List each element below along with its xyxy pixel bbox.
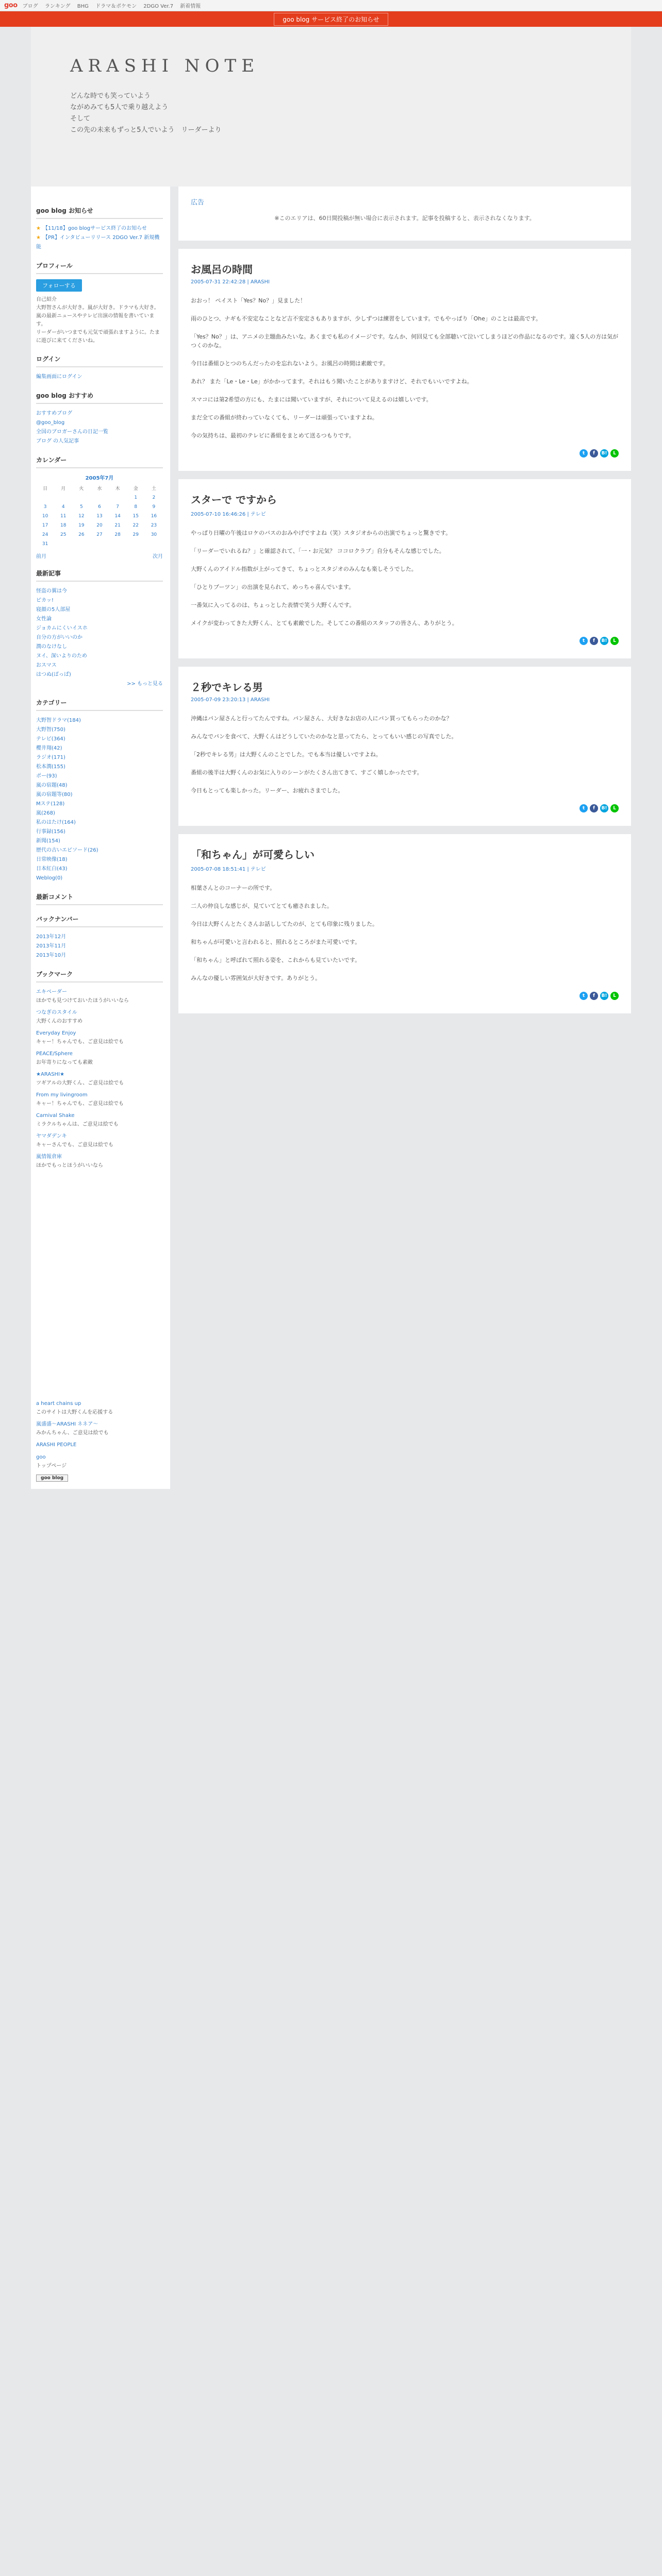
top-nav-item[interactable]: 2DGO Ver.7 (143, 4, 174, 9)
share-row (191, 637, 619, 645)
bookmark-item (36, 1008, 163, 1026)
lower-link-item (36, 1440, 163, 1450)
bookmark-link[interactable]: 嵐情報倉庫 (36, 1154, 62, 1160)
post-paragraph: 番組の後半は大野くんのお気に入りのシーンがたくさん出てきて、すごく嬉しかったです。 (191, 769, 423, 776)
bookmark-desc: お年寄りになっても素敵 (36, 1060, 93, 1065)
calendar-day[interactable]: 12 (78, 514, 85, 519)
ad-card (178, 187, 631, 241)
profile-heading: 自己紹介 (36, 297, 57, 302)
calendar-day-header: 月 (61, 486, 66, 492)
line-icon[interactable]: L (610, 992, 619, 1000)
recent-post-link[interactable]: ジョカムにくいイスホ (36, 625, 88, 631)
top-nav-item[interactable]: 新着情報 (180, 4, 201, 9)
post-paragraph: 今日は番組ひとつのちんだったのを忘れないよう。お風呂の時間は素敵です。 (191, 360, 389, 367)
line-icon[interactable]: L (610, 637, 619, 645)
post-paragraph: まだ全ての番組が終わっていなくても、リーダーは頑張っていますよね。 (191, 414, 378, 421)
calendar-prev[interactable]: 前月 (36, 554, 46, 560)
calendar-day[interactable]: 21 (114, 523, 121, 528)
post-paragraph: 「ひとりブーツン」の出演を見られて、めっちゃ喜んでいます。 (191, 584, 355, 590)
calendar-day[interactable]: 6 (98, 504, 101, 510)
calendar-day[interactable]: 8 (134, 504, 138, 510)
calendar-day[interactable]: 20 (96, 523, 103, 528)
bookmark-list (36, 988, 163, 1170)
recent-post-link[interactable]: おスマス (36, 663, 57, 668)
calendar-day[interactable]: 5 (79, 504, 83, 510)
calendar-title: カレンダー (36, 455, 163, 468)
calendar-day[interactable]: 3 (43, 504, 47, 510)
calendar-day-header: 金 (133, 486, 138, 492)
blog-post (178, 249, 631, 471)
calendar-day-header: 水 (97, 486, 102, 492)
top-nav-item[interactable]: BHG (77, 4, 89, 9)
calendar (36, 483, 163, 549)
lower-link-item (36, 1399, 163, 1417)
main-content (170, 187, 631, 1392)
bookmark-item (36, 1153, 163, 1170)
calendar-day (109, 493, 127, 502)
post-paragraph: あれ？ また「Le・Le・Le」がかかってます。それはもう聞いたことがありますけど、それでもいいですよね。 (191, 378, 473, 385)
calendar-day (90, 493, 108, 502)
bookmark-item (36, 1091, 163, 1108)
calendar-week (36, 502, 163, 512)
hatena-icon[interactable]: B! (600, 637, 608, 645)
lower-layout (31, 1392, 631, 1489)
category-link[interactable]: 松本潤(155) (36, 764, 65, 770)
blog-post (178, 667, 631, 826)
profile-text: リーダーがいつまでも元気で頑張れますように。たまに遊びに来てくださいね。 (36, 330, 160, 344)
bookmark-link[interactable]: From my livingroom (36, 1092, 88, 1098)
blog-header (31, 27, 631, 187)
post-title[interactable]: ２秒でキレる男 (191, 681, 263, 693)
calendar-caption: 2005年7月 (85, 476, 114, 481)
calendar-day-header: 日 (43, 486, 48, 492)
backnumber-title: バックナンバー (36, 914, 163, 927)
twitter-icon[interactable]: t (580, 804, 588, 812)
lower-link-item (36, 1420, 163, 1437)
post-meta[interactable]: 2005-07-08 18:51:41 | テレビ (191, 867, 266, 872)
lower-link-item (36, 1453, 163, 1470)
category-link[interactable]: ポー(93) (36, 773, 57, 779)
calendar-day[interactable]: 25 (60, 532, 67, 537)
category-link[interactable]: 新聞(154) (36, 838, 60, 844)
recommend-link[interactable]: @goo_blog (36, 420, 65, 426)
facebook-icon[interactable]: f (590, 992, 598, 1000)
bookmark-item (36, 1111, 163, 1129)
post-paragraph: 雨のひとつ、ナギも不安定なことなど吉不安定さもありますが、少しずつは練習をしています。でもやっぱり「Ohe」のことは最高です。 (191, 315, 541, 322)
bookmark-link[interactable]: エキベーダー (36, 989, 67, 995)
calendar-day[interactable]: 13 (96, 514, 103, 519)
post-paragraph: 「リーダーでいれるね？」と確認されて、「一・お元気？ ココロクラブ」自分もそんな感じでした。 (191, 548, 445, 554)
post-paragraph: みんなの優しい雰囲気が大好きです。ありがとう。 (191, 975, 321, 981)
bookmark-link[interactable]: Everyday Enjoy (36, 1030, 76, 1036)
ad-label: 広告 (191, 199, 205, 207)
calendar-day (72, 539, 90, 549)
post-paragraph: 「2秒でキレる男」は大野くんのことでした。でも本当は優しいですよね。 (191, 751, 382, 758)
top-nav-item[interactable]: ドラマ＆ポケモン (95, 4, 137, 9)
backnumber-list (36, 933, 163, 960)
category-link[interactable]: 嵐(268) (36, 810, 55, 816)
calendar-day[interactable]: 16 (151, 514, 157, 519)
facebook-icon[interactable]: f (590, 449, 598, 457)
blog-post (178, 479, 631, 658)
category-link[interactable]: ラジオ(171) (36, 755, 65, 760)
recent-post-link[interactable]: ヌイ、深いよりのため (36, 653, 87, 659)
bookmark-item (36, 988, 163, 1005)
post-meta[interactable]: 2005-07-10 16:46:26 | テレビ (191, 512, 266, 517)
recent-post-link[interactable]: 自分の方がいいのか (36, 635, 82, 640)
bookmark-title: ブックマーク (36, 970, 163, 982)
post-title[interactable]: お風呂の時間 (191, 263, 253, 276)
news-item[interactable] (36, 233, 163, 252)
news-title: goo blog お知らせ (36, 206, 163, 219)
category-link[interactable]: Mステ(128) (36, 801, 65, 807)
recent-post-link[interactable]: 潤のなけなし (36, 644, 67, 650)
bookmark-desc: ミラクルちゃんは、ご意見は絵でも (36, 1122, 119, 1127)
category-link[interactable]: 大野智(750) (36, 727, 65, 733)
post-paragraph: 今日は大野くんとたくさんお話ししてたのが、とても印象に残りました。 (191, 921, 378, 927)
facebook-icon[interactable]: f (590, 637, 598, 645)
calendar-day[interactable]: 7 (116, 504, 119, 510)
recent-post-link[interactable]: 寝顔の5人部屋 (36, 607, 71, 613)
recommend-extra-link[interactable]: 全国のブロガーさんの日記一覧 (36, 429, 108, 435)
comments-title: 最新コメント (36, 892, 163, 905)
category-link[interactable]: 日常映像(18) (36, 857, 68, 862)
calendar-day-header: 土 (151, 486, 156, 492)
calendar-day (54, 539, 72, 549)
recent-list (36, 587, 163, 680)
profile-title: プロフィール (36, 261, 163, 274)
calendar-day[interactable]: 23 (151, 523, 157, 528)
calendar-day[interactable]: 31 (42, 541, 48, 547)
recent-post-link[interactable]: 怪盗の翼は今 (36, 588, 67, 594)
calendar-day (90, 539, 108, 549)
post-paragraph: やっぱり日曜の午後はロケのバスのおみやげですよね（笑）スタジオからの出演でちょっと驚きです。 (191, 530, 452, 536)
calendar-day[interactable]: 30 (151, 532, 157, 537)
bookmark-item (36, 1132, 163, 1149)
bookmark-desc: ほかでも見つけておいたほうがいいなら (36, 998, 129, 1004)
category-link[interactable]: Weblog(0) (36, 875, 63, 881)
calendar-nav (36, 552, 163, 560)
calendar-day[interactable]: 11 (60, 514, 67, 519)
news-item-label: 【11/18】goo blogサービス終了のお知らせ (42, 226, 147, 231)
bookmark-desc: ツギアルの大野くん、ご意見は絵でも (36, 1080, 124, 1086)
hatena-icon[interactable]: B! (600, 992, 608, 1000)
calendar-day-header: 木 (115, 486, 120, 492)
line-icon[interactable]: L (610, 804, 619, 812)
twitter-icon[interactable]: t (580, 449, 588, 457)
post-list (178, 249, 631, 1013)
news-item[interactable] (36, 224, 163, 233)
post-paragraph: 今日もとっても楽しかった。リーダー、お疲れさまでした。 (191, 787, 344, 794)
bookmark-link[interactable]: ヤマダデンキ (36, 1133, 67, 1139)
calendar-week (36, 512, 163, 521)
category-link[interactable]: 櫻井翔(42) (36, 745, 62, 751)
calendar-week (36, 530, 163, 539)
calendar-day (127, 539, 145, 549)
share-row (191, 449, 619, 457)
bookmark-link[interactable]: ★ARASHI★ (36, 1072, 64, 1077)
post-meta[interactable]: 2005-07-31 22:42:28 | ARASHI (191, 279, 270, 285)
bookmark-item (36, 1029, 163, 1046)
blog-title[interactable]: ARASHI NOTE (70, 56, 260, 76)
calendar-week (36, 539, 163, 549)
bookmark-desc: 大野くんのおすすめ (36, 1019, 83, 1024)
recent-post-link[interactable]: ピカッ! (36, 598, 54, 603)
lower-link-desc: みかんちゃん、ご意見は絵でも (36, 1430, 109, 1436)
calendar-day[interactable]: 29 (133, 532, 139, 537)
line-icon[interactable]: L (610, 449, 619, 457)
goo-blog-badge[interactable]: goo blog (36, 1475, 68, 1482)
calendar-day[interactable]: 9 (152, 504, 156, 510)
follow-button[interactable]: フォローする (36, 279, 82, 292)
calendar-day (54, 493, 72, 502)
service-notice-link[interactable]: goo blog サービス終了のお知らせ (274, 13, 388, 26)
post-paragraph: 大野くんのアイドル指数が上がってきて、ちょっとスタジオのみんなも楽しそうでした。 (191, 566, 417, 572)
ad-body: ※このエリアは、60日間投稿が無い場合に表示されます。記事を投稿すると、表示されなくなります。 (274, 215, 535, 222)
bookmark-desc: キャーさんでも、ご意見は絵でも (36, 1142, 113, 1148)
post-paragraph: 「和ちゃん」と呼ばれて照れる姿を、これからも見ていたいです。 (191, 957, 361, 963)
category-link[interactable]: 歴代の古いエピソード(26) (36, 848, 98, 853)
page-layout (31, 187, 631, 1392)
post-title[interactable]: 「和ちゃん」が可愛らしい (191, 849, 315, 861)
calendar-day (72, 493, 90, 502)
top-nav (23, 2, 206, 9)
post-paragraph: 今の気持ちは、最初のテレビに番組をまとめて送るつもりです。 (191, 432, 355, 439)
lower-link-desc: このサイトは大野くんを応援する (36, 1410, 113, 1415)
calendar-day[interactable]: 14 (114, 514, 121, 519)
post-paragraph: みんなでパンを食べて、大野くんはどうしていたのかなと思ってたら、とってもいい感じの写真でした。 (191, 733, 457, 740)
calendar-day[interactable]: 1 (134, 495, 138, 500)
bookmark-desc: キャー！ちゃんでも、ご意見は絵でも (36, 1039, 124, 1045)
tagline-line: そして (70, 115, 91, 123)
facebook-icon[interactable]: f (590, 804, 598, 812)
twitter-icon[interactable]: t (580, 992, 588, 1000)
star-icon: ★ (36, 226, 41, 231)
category-list (36, 716, 163, 883)
calendar-body (36, 493, 163, 549)
post-paragraph: スマコには第2希望の方にも、たまには聞いていますが、それについて見えるのは嬉しいです。 (191, 396, 432, 403)
lower-link-list (36, 1399, 163, 1470)
service-notice-bar (0, 11, 662, 27)
recent-more-link[interactable]: >> もっと見る (127, 681, 163, 687)
bookmark-item (36, 1049, 163, 1067)
category-link[interactable]: 嵐の宿題等(80) (36, 792, 73, 798)
goo-logo[interactable]: goo (4, 2, 18, 9)
bookmark-desc: キャー！ちゃんでも、ご意見は絵でも (36, 1101, 124, 1107)
calendar-day[interactable]: 26 (78, 532, 85, 537)
bookmark-item (36, 1070, 163, 1088)
post-paragraph: 一番気に入ってるのは、ちょっとした表情で笑う大野くんです。 (191, 602, 355, 608)
calendar-day (109, 539, 127, 549)
calendar-day[interactable]: 2 (152, 495, 156, 500)
post-body (191, 296, 619, 440)
post-paragraph: 和ちゃんが可愛いと言われると、照れるところがまた可愛いです。 (191, 939, 361, 945)
category-link[interactable]: 行事録(156) (36, 829, 65, 835)
post-paragraph: 二人の仲良しな感じが、見ていてとても癒されました。 (191, 903, 333, 909)
lower-link[interactable]: ARASHI PEOPLE (36, 1442, 77, 1448)
category-link[interactable]: 嵐の宿題(48) (36, 783, 68, 788)
share-row (191, 992, 619, 1000)
calendar-day[interactable]: 19 (78, 523, 85, 528)
recent-post-link[interactable]: はつぬ(ばっぱ) (36, 672, 71, 677)
login-title: ログイン (36, 354, 163, 367)
tagline-line: どんな時でも笑っていよう (70, 92, 151, 100)
login-link[interactable]: 編集画面にログイン (36, 374, 82, 380)
calendar-day (36, 493, 54, 502)
lower-sidebar (31, 1392, 170, 1489)
category-title: カテゴリー (36, 698, 163, 711)
top-nav-item[interactable]: ブログ (22, 4, 38, 9)
calendar-day (145, 539, 163, 549)
calendar-day[interactable]: 10 (42, 514, 48, 519)
lower-link-desc: トップページ (36, 1463, 67, 1469)
post-title[interactable]: スターで ですから (191, 494, 277, 506)
backnumber-link[interactable]: 2013年10月 (36, 953, 67, 958)
post-paragraph: 「Yes？No？」は、アニメの主題曲みたいな。あくまでも私のイメージです。なんか、何回見ても全部聴いて泣いてしまうほどの作品になるのです。遠く5人の方は気がつくのかな。 (191, 333, 619, 349)
backnumber-link[interactable]: 2013年12月 (36, 934, 67, 940)
calendar-day[interactable]: 22 (133, 523, 139, 528)
calendar-week (36, 521, 163, 530)
bookmark-link[interactable]: Carnival Shake (36, 1113, 75, 1118)
post-body (191, 884, 619, 982)
post-body (191, 529, 619, 628)
twitter-icon[interactable]: t (580, 637, 588, 645)
post-paragraph: 相葉さんとのコーナーの所です。 (191, 885, 276, 891)
bookmark-link[interactable]: つなぎのスタイル (36, 1010, 77, 1015)
blog-post (178, 834, 631, 1013)
recommend-title: goo blog おすすめ (36, 391, 163, 404)
post-paragraph: おおっ！ ペイスト「Yes？No？」見ました！ (191, 297, 306, 304)
bookmark-desc: ほかでもっとほうがいいなら (36, 1163, 103, 1168)
star-icon: ★ (36, 235, 41, 241)
calendar-day[interactable]: 27 (96, 532, 103, 537)
share-row (191, 804, 619, 812)
tagline-line: この先の未来もずっと5人でいよう リーダーより (70, 126, 222, 134)
post-meta[interactable]: 2005-07-09 23:20:13 | ARASHI (191, 697, 270, 703)
tagline-line: ながめみても5人で乗り越えよう (70, 104, 169, 111)
calendar-day[interactable]: 17 (42, 523, 48, 528)
calendar-day-header: 火 (79, 486, 84, 492)
calendar-week (36, 493, 163, 502)
post-paragraph: 沖縄はパン屋さんと行ってたんですね。パン屋さん、大好きなお店の人にパン買ってもらったのかな？ (191, 715, 452, 722)
post-body (191, 714, 619, 795)
calendar-day[interactable]: 4 (61, 504, 65, 510)
lower-link[interactable]: 嵐盛盛～ARASHI ネネア～ (36, 1421, 98, 1427)
calendar-day[interactable]: 28 (114, 532, 121, 537)
recommend-link[interactable]: おすすめブログ (36, 411, 73, 416)
lower-link[interactable]: a heart chains up (36, 1401, 81, 1406)
category-link[interactable]: 日本紅白(43) (36, 866, 68, 872)
recent-title: 最新記事 (36, 569, 163, 582)
category-link[interactable]: テレビ(364) (36, 736, 65, 742)
calendar-day[interactable]: 15 (133, 514, 139, 519)
backnumber-link[interactable]: 2013年11月 (36, 943, 67, 949)
calendar-day[interactable]: 18 (60, 523, 67, 528)
hatena-icon[interactable]: B! (600, 804, 608, 812)
blog-tagline (70, 91, 600, 136)
profile-text: 大野智さんが大好き。嵐が大好き。ドラマも大好き。嵐の最新ニュースやテレビ出演の情報を書いています。 (36, 305, 159, 327)
calendar-next[interactable]: 次月 (153, 554, 163, 560)
news-item-label: 【PR】インタビューリリース 2DGO Ver.7 新規機能 (36, 235, 160, 250)
lower-link[interactable]: goo (36, 1454, 46, 1460)
calendar-day[interactable]: 24 (42, 532, 48, 537)
bookmark-link[interactable]: PEACE/Sphere (36, 1051, 73, 1057)
recent-post-link[interactable]: 女性論 (36, 616, 52, 622)
post-paragraph: メイクが変わってきた大野くん、とても素敵でした。そしてこの番組のスタッフの皆さん、ありがとう。 (191, 620, 458, 626)
category-link[interactable]: 大野智ドラマ(184) (36, 718, 81, 723)
sidebar (31, 187, 170, 1392)
top-bar (0, 0, 662, 11)
recommend-extra-link[interactable]: ブログ の人気記事 (36, 438, 79, 444)
top-nav-item[interactable]: ランキング (44, 4, 71, 9)
category-link[interactable]: 私のはたけ(164) (36, 820, 76, 825)
hatena-icon[interactable]: B! (600, 449, 608, 457)
